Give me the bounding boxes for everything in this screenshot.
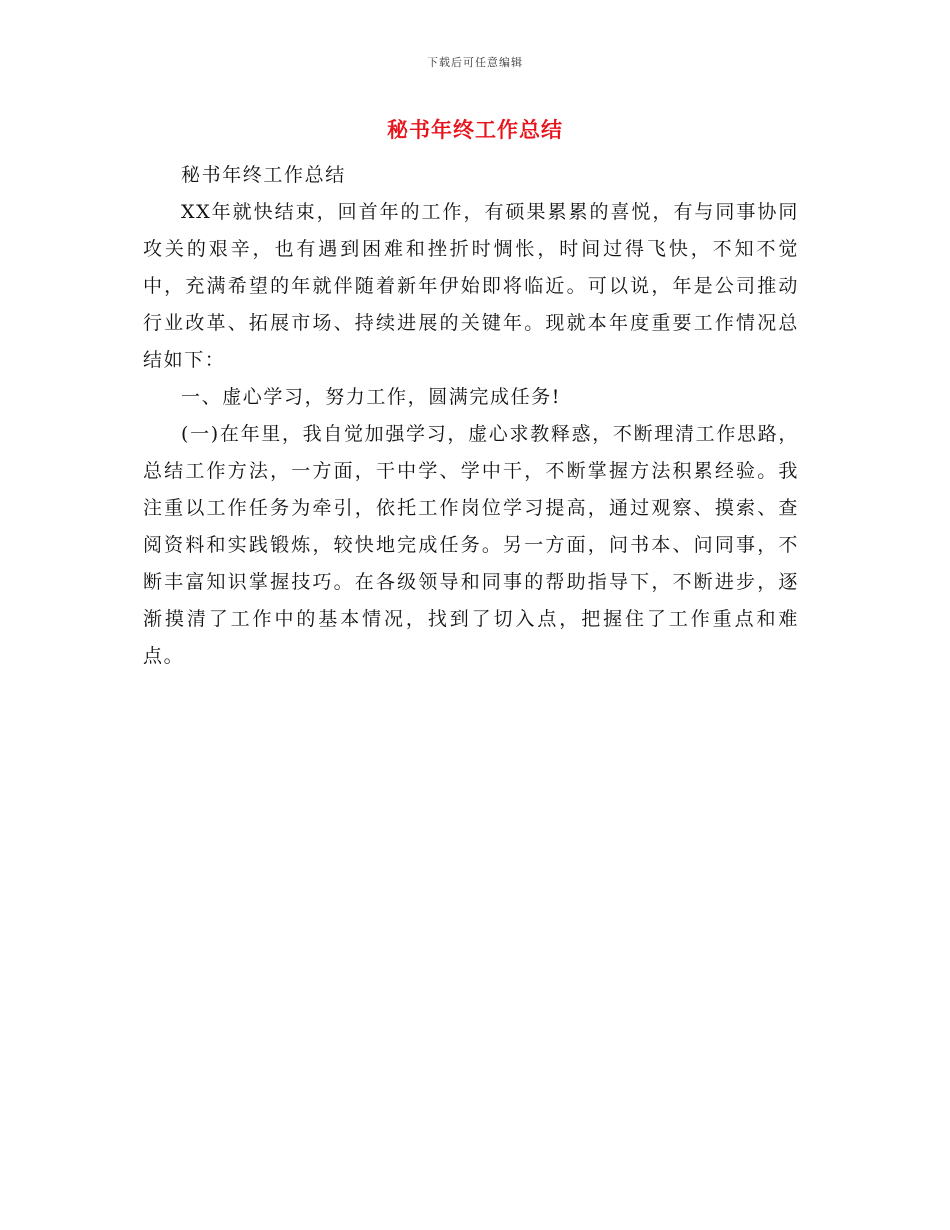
document-title: 秘书年终工作总结 bbox=[387, 117, 563, 142]
document-body bbox=[143, 157, 799, 675]
header-note: 下载后可任意编辑 bbox=[427, 56, 523, 69]
body-paragraph-section-heading: 一、虚心学习，努力工作，圆满完成任务! bbox=[181, 386, 562, 408]
body-paragraph-section-detail: (一)在年里，我自觉加强学习，虚心求教释惑，不断理清工作思路，总结工作方法，一方面，干中学、学中干，不断掌握方法积累经验。我注重以工作任务为牵引，依托工作岗位学习提高，通过观察、摸索、查阅资料和实践锻炼，较快地完成任务。另一方面，问书本、问同事，不断丰富知识掌握技巧。在各级领导和同事的帮助指导下，不断进步，逐渐摸清了工作中的基本情况，找到了切入点，把握住了工作重点和难点。 bbox=[143, 423, 799, 667]
body-paragraph-subtitle: 秘书年终工作总结 bbox=[181, 164, 346, 186]
body-paragraph-intro: XX年就快结束，回首年的工作，有硕果累累的喜悦，有与同事协同攻关的艰辛，也有遇到困难和挫折时惆怅，时间过得飞快，不知不觉中，充满希望的年就伴随着新年伊始即将临近。可以说，年是公司推动行业改革、拓展市场、持续进展的关键年。现就本年度重要工作情况总结如下： bbox=[143, 201, 799, 371]
